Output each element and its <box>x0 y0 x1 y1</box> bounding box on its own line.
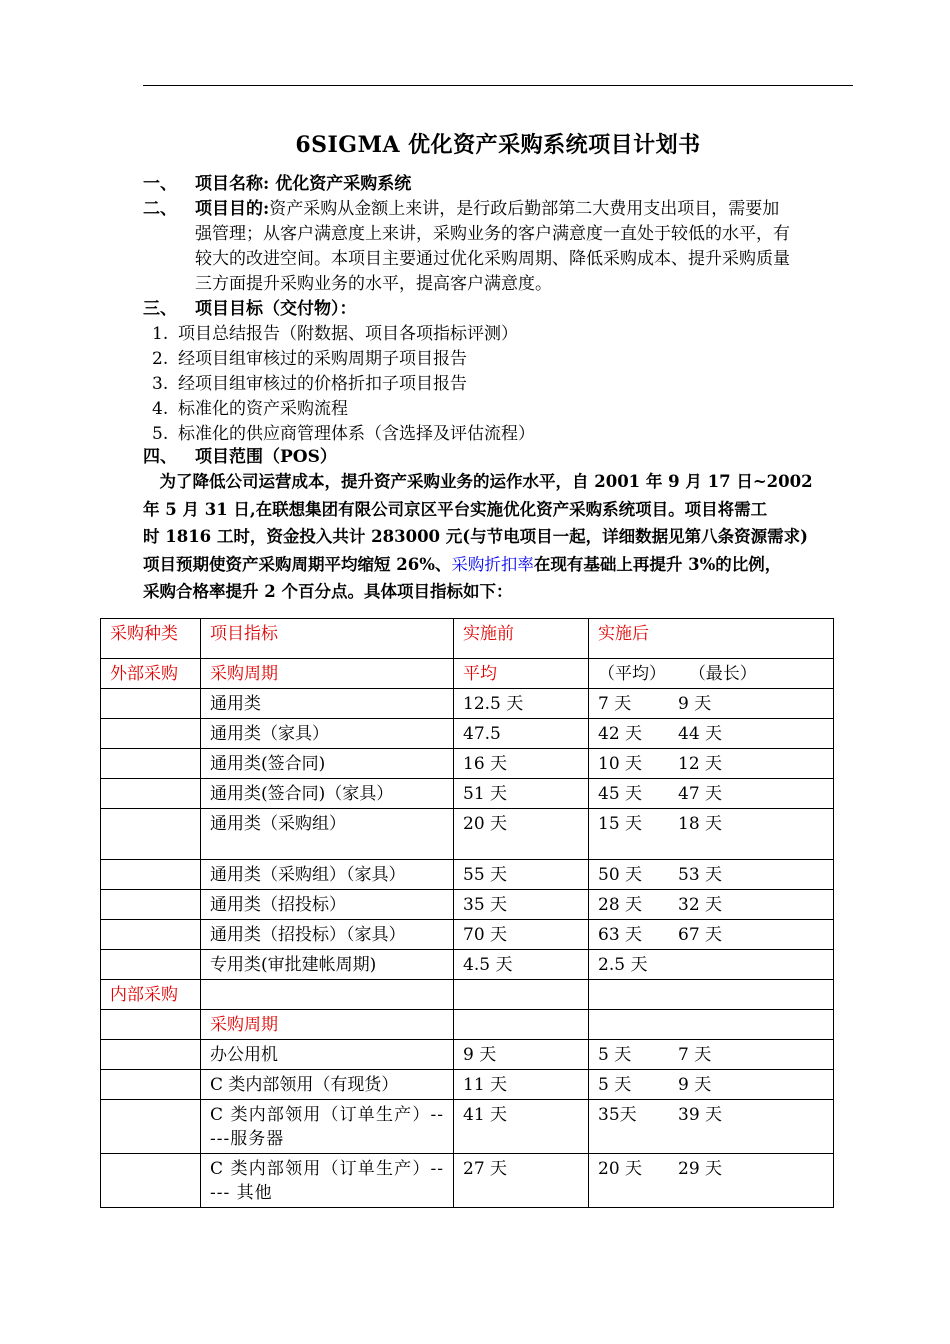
list-item: 2. 经项目组审核过的采购周期子项目报告 <box>152 349 467 369</box>
header-rule <box>143 85 853 86</box>
scope-line: 为了降低公司运营成本，提升资产采购业务的运作水平，自 2001 年 9 月 17 日~2002 <box>143 472 813 491</box>
list-item: 1. 项目总结报告（附数据、项目各项指标评测） <box>152 324 518 344</box>
table-row: 通用类（采购组）（家具） 55 天 50 天 53 天 <box>101 860 834 890</box>
section-label: 项目范围（POS） <box>195 447 337 467</box>
table-row: 通用类(签合同) 16 天 10 天 12 天 <box>101 749 834 779</box>
table-row: 通用类(签合同)（家具） 51 天 45 天 47 天 <box>101 779 834 809</box>
document-title: 6SIGMA 优化资产采购系统项目计划书 <box>295 132 701 158</box>
metric-cell: 采购周期 <box>201 659 454 689</box>
header-cell: 实施前 <box>454 619 589 659</box>
category-external: 外部采购 <box>101 659 201 689</box>
section-project-scope <box>143 445 337 470</box>
header-cell: 采购种类 <box>101 619 201 659</box>
purpose-line-3: 较大的改进空间。本项目主要通过优化采购周期、降低采购成本、提升采购质量 <box>195 249 790 269</box>
header-cell: 项目指标 <box>201 619 454 659</box>
list-item: 3. 经项目组审核过的价格折扣子项目报告 <box>152 374 467 394</box>
section-number: 四、 <box>143 447 177 467</box>
metric-cell: 采购周期 <box>201 1010 454 1040</box>
table-row: C 类内部领用（订单生产）-----服务器 41 天 35天 39 天 <box>101 1100 834 1154</box>
list-item: 4. 标准化的资产采购流程 <box>152 399 348 419</box>
section-number: 二、 <box>143 199 177 219</box>
table-row <box>101 980 834 1010</box>
purpose-line-2: 强管理；从客户满意度上来讲，采购业务的客户满意度一直处于较低的水平，有 <box>195 224 790 244</box>
header-cell: 实施后 <box>589 619 834 659</box>
scope-line: 采购合格率提升 2 个百分点。具体项目指标如下： <box>143 582 513 601</box>
table-row: 专用类(审批建帐周期) 4.5 天 2.5 天 <box>101 950 834 980</box>
table-header-row <box>101 619 834 659</box>
table-row: C 类内部领用（订单生产）----- 其他 27 天 20 天 29 天 <box>101 1154 834 1208</box>
scope-paragraph <box>143 468 858 606</box>
table-row <box>101 1010 834 1040</box>
discount-rate-link[interactable]: 采购折扣率 <box>451 554 534 574</box>
section-number: 一、 <box>143 174 177 194</box>
before-cell: 平均 <box>454 659 589 689</box>
section-project-purpose <box>143 197 779 222</box>
table-row: 通用类 12.5 天 7 天 9 天 <box>101 689 834 719</box>
section-label: 项目目标（交付物）： <box>195 299 357 319</box>
section-project-goals <box>143 297 357 322</box>
indicator-table <box>100 618 834 1208</box>
section-project-name <box>143 172 411 197</box>
table-row: 通用类（家具） 47.5 42 天 44 天 <box>101 719 834 749</box>
list-item: 5. 标准化的供应商管理体系（含选择及评估流程） <box>152 424 535 444</box>
after-cell: （平均） （最长） <box>589 659 834 689</box>
table-row: 通用类（采购组） 20 天 15 天 18 天 <box>101 809 834 860</box>
table-row: 通用类（招投标） 35 天 28 天 32 天 <box>101 890 834 920</box>
section-label: 项目名称: <box>195 174 270 194</box>
scope-line: 项目预期使资产采购周期平均缩短 26%、采购折扣率在现有基础上再提升 3%的比例， <box>143 554 782 574</box>
project-name: 优化资产采购系统 <box>269 174 412 194</box>
scope-line: 时 1816 工时，资金投入共计 283000 元(与节电项目一起，详细数据见第八条资源需求) <box>143 527 808 546</box>
purpose-line-1: 资产采购从金额上来讲，是行政后勤部第二大费用支出项目，需要加 <box>269 199 780 219</box>
category-internal: 内部采购 <box>101 980 201 1010</box>
section-label: 项目目的: <box>195 199 270 219</box>
scope-line: 年 5 月 31 日,在联想集团有限公司京区平台实施优化资产采购系统项目。项目将需工 <box>143 499 768 519</box>
table-row <box>101 659 834 689</box>
purpose-line-4: 三方面提升采购业务的水平，提高客户满意度。 <box>195 274 552 294</box>
table-row: C 类内部领用（有现货） 11 天 5 天 9 天 <box>101 1070 834 1100</box>
table-row: 通用类（招投标）（家具） 70 天 63 天 67 天 <box>101 920 834 950</box>
section-number: 三、 <box>143 299 177 319</box>
table-row: 办公用机 9 天 5 天 7 天 <box>101 1040 834 1070</box>
